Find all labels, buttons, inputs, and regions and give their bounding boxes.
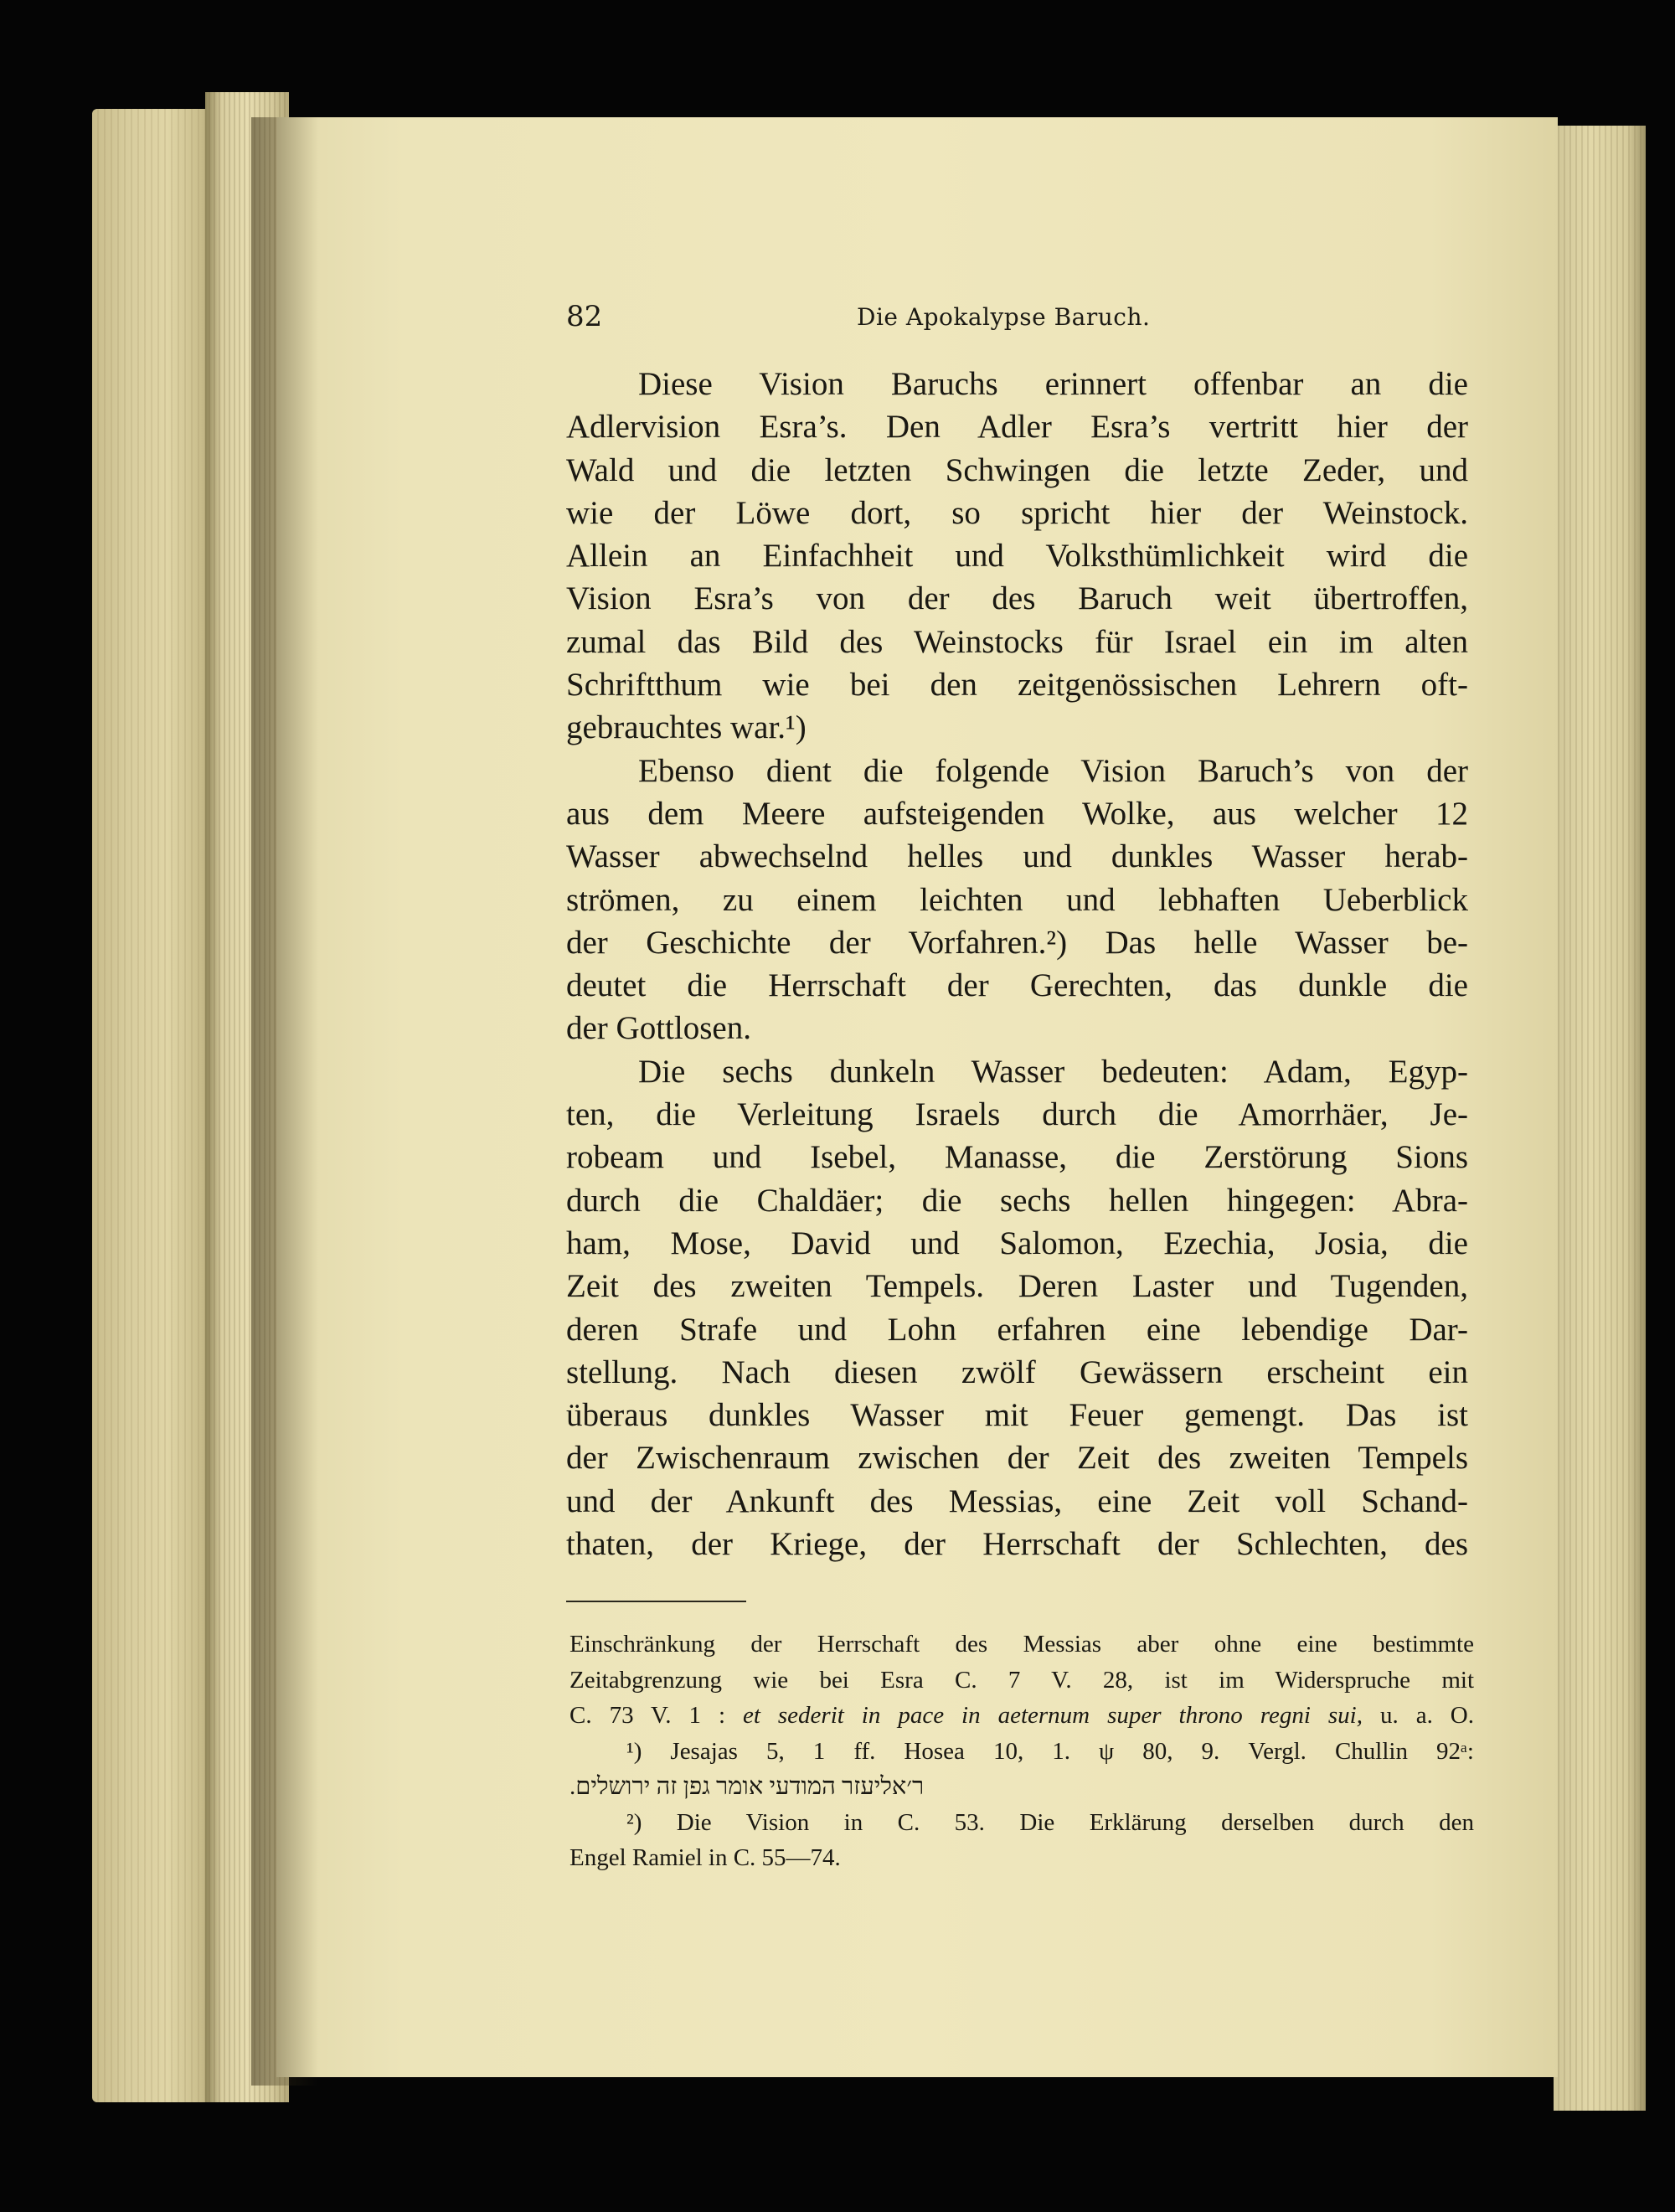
text-line: ten, die Verleitung Israels durch die Amorrhäer, Je- (566, 1096, 1468, 1133)
body-text (566, 363, 1468, 1565)
footnote-latin-quote: et sederit in pace in aeternum super throno regni sui, (742, 1702, 1363, 1729)
text-line: wie der Löwe dort, so spricht hier der Weinstock. (566, 494, 1468, 531)
text-line: Wasser abwechselnd helles und dunkles Wasser herab- (566, 838, 1468, 875)
footnote-hebrew-quote: ר׳אליעזר המודעי אומר גפן זה ירושלים. (570, 1773, 925, 1800)
footnote-line: Zeitabgrenzung wie bei Esra C. 7 V. 28, ist im Widerspruche mit (570, 1666, 1474, 1694)
text-line: Wald und die letzten Schwingen die letzte Zeder, und (566, 451, 1468, 488)
left-page-edges (92, 109, 218, 2102)
text-line: und der Ankunft des Messias, eine Zeit voll Schand- (566, 1482, 1468, 1519)
text-line: deutet die Herrschaft der Gerechten, das dunkle die (566, 967, 1468, 1004)
text-line: stellung. Nach diesen zwölf Gewässern erscheint ein (566, 1353, 1468, 1390)
running-title: Die Apokalypse Baruch. (857, 303, 1151, 331)
text-line: Adlervision Esra’s. Den Adler Esra’s vertritt hier der (566, 409, 1468, 446)
text-line: zumal das Bild des Weinstocks für Israel ein im alten (566, 623, 1468, 660)
text-line: deren Strafe und Lohn erfahren eine lebendige Dar- (566, 1311, 1468, 1348)
text-line: robeam und Isebel, Manasse, die Zerstörung Sions (566, 1139, 1468, 1176)
text-line: durch die Chaldäer; die sechs hellen hingegen: Abra- (566, 1182, 1468, 1219)
text-line: Allein an Einfachheit und Volksthümlichkeit wird die (566, 538, 1468, 575)
text-line: ham, Mose, David und Salomon, Ezechia, Josia, die (566, 1225, 1468, 1261)
text-line: der Gottlosen. (566, 1010, 751, 1047)
footnote-1: ¹) Jesajas 5, 1 ff. Hosea 10, 1. ψ 80, 9. Vergl. Chullin 92ᵃ: (626, 1737, 1474, 1765)
gutter-shadow (251, 117, 318, 2086)
text-line: Vision Esra’s von der des Baruch weit übertroffen, (566, 580, 1468, 617)
footnote-rule (566, 1601, 746, 1602)
text-line: Diese Vision Baruchs erinnert offenbar an die (638, 366, 1468, 402)
text-line: Die sechs dunkeln Wasser bedeuten: Adam, Egyp- (638, 1053, 1468, 1090)
left-page-block (92, 109, 218, 2102)
text-line: strömen, zu einem leichten und lebhaften Ueberblick (566, 881, 1468, 918)
footnote-line: Engel Ramiel in C. 55—74. (570, 1844, 841, 1871)
right-edge-lines (1554, 126, 1646, 2111)
text-line: aus dem Meere aufsteigenden Wolke, aus welcher 12 (566, 795, 1468, 832)
text-line: Ebenso dient die folgende Vision Baruch’s von der (638, 752, 1468, 789)
footnote-text: C. 73 V. 1 : (570, 1702, 743, 1729)
footnotes (570, 1627, 1474, 1876)
page-header (566, 300, 1471, 342)
text-line: gebrauchtes war.¹) (566, 709, 807, 746)
text-line: Schriftthum wie bei den zeitgenössischen Lehrern oft- (566, 667, 1468, 704)
text-line: der Geschichte der Vorfahren.²) Das helle Wasser be- (566, 924, 1468, 961)
text-line: thaten, der Kriege, der Herrschaft der Schlechten, des (566, 1526, 1468, 1563)
footnote-line (570, 1698, 1474, 1734)
text-line: überaus dunkles Wasser mit Feuer gemengt. Das ist (566, 1397, 1468, 1434)
text-line: der Zwischenraum zwischen der Zeit des zweiten Tempels (566, 1440, 1468, 1477)
text-line: Zeit des zweiten Tempels. Deren Laster und Tugenden, (566, 1268, 1468, 1305)
footnote-text: u. a. O. (1362, 1702, 1474, 1729)
right-page-edges (1554, 126, 1646, 2111)
footnote-line: Einschränkung der Herrschaft des Messias aber ohne eine bestimmte (570, 1631, 1474, 1658)
footnote-2: ²) Die Vision in C. 53. Die Erklärung derselben durch den (626, 1808, 1474, 1836)
page-number: 82 (566, 300, 603, 333)
